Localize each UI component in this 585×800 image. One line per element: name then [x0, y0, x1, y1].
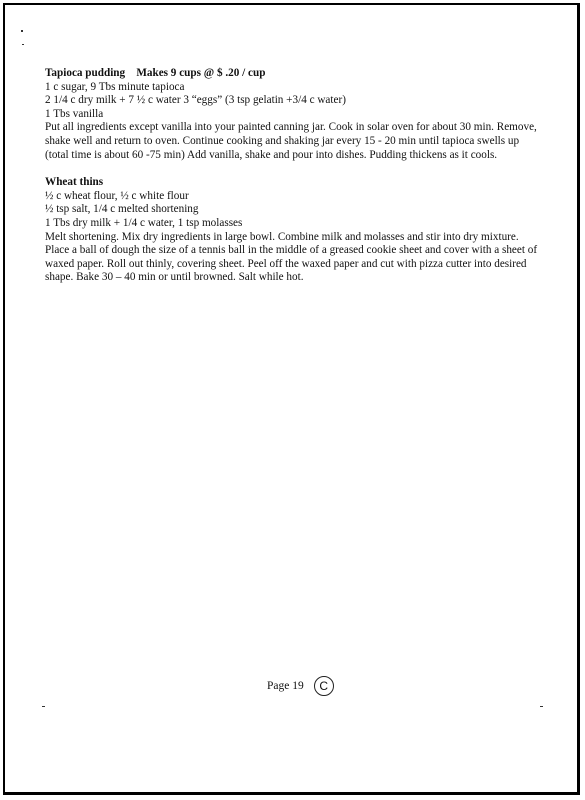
ingredient-line: 1 Tbs vanilla: [45, 107, 104, 120]
recipe-tapioca-pudding: [45, 67, 545, 162]
ingredient-line: ½ c wheat flour, ½ c white flour: [45, 189, 189, 202]
scan-speck: [22, 44, 24, 45]
page-number: Page 19: [267, 680, 304, 692]
recipe-heading: [45, 67, 545, 81]
page-footer: [267, 676, 334, 696]
ingredient-line: 2 1/4 c dry milk + 7 ½ c water 3 “eggs” (3 tsp gelatin +3/4 c water): [45, 94, 346, 107]
recipe-instructions: Melt shortening. Mix dry ingredients in large bowl. Combine milk and molasses and stir into dry mixture. Place a ball of dough the size of a tennis ball in the middle of a greased cookie sheet and cover with a sheet of waxed paper. Roll out thinly, covering sheet. Peel off the waxed paper and cut with pizza cutter into desired shape. Bake 30 – 40 min or until browned. Salt while hot.: [45, 230, 538, 284]
recipe-wheat-thins: [45, 176, 545, 285]
recipe-title: Tapioca pudding: [45, 67, 126, 79]
recipe-title: Wheat thins: [45, 176, 104, 189]
copyright-icon: C: [314, 676, 334, 696]
ingredient-line: 1 Tbs dry milk + 1/4 c water, 1 tsp molasses: [45, 216, 243, 229]
ingredient-line: ½ tsp salt, 1/4 c melted shortening: [45, 203, 199, 216]
scan-speck: [540, 706, 543, 707]
recipe-instructions: Put all ingredients except vanilla into your painted canning jar. Cook in solar oven for about 30 min. Remove, shake well and return to oven. Continue cooking and shaking jar every 15 - 20 min until tapioca swells up (total time is about 60 -75 min) Add vanilla, shake and pour into dishes. Pudding thickens as it cools.: [45, 121, 537, 161]
ingredient-line: 1 c sugar, 9 Tbs minute tapioca: [45, 80, 185, 93]
recipe-page-content: [45, 67, 545, 285]
scan-speck: [42, 706, 45, 707]
scan-speck: [21, 30, 23, 32]
recipe-yield: Makes 9 cups @ $ .20 / cup: [136, 67, 266, 79]
